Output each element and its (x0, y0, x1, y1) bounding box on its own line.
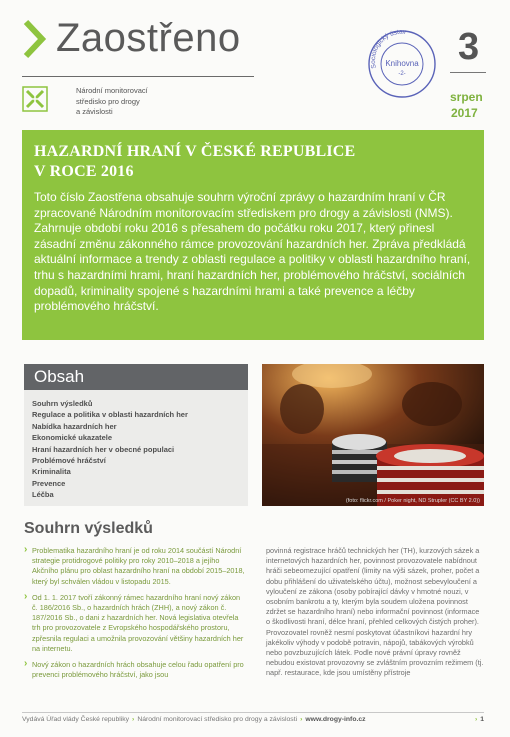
svg-text:Sociologický ústav: Sociologický ústav (369, 28, 407, 70)
chevron-icon: › (474, 716, 478, 723)
publication-title: Zaostřeno (56, 16, 241, 60)
summary-column-left (24, 546, 246, 686)
header-divider (22, 76, 254, 77)
toc-item[interactable]: Ekonomické ukazatele (32, 433, 113, 443)
organization (22, 86, 148, 118)
photo-credit: (foto: flickr.com / Poker night, ND Strupler (CC BY 2.0)) (345, 498, 480, 504)
lead-text: Toto číslo Zaostřena obsahuje souhrn výroční zprávy o hazardním hraní v ČR zpracované Národním monitorovacím střediskem pro drogy a závislosti (NMS). Zahrnuje období roku 2016 s přesahem do počátku roku 2017, který přinesl zásadní změnu zákonného rámce provozování hazardních her. Zpráva předkládá aktuální informace a trendy z oblasti regulace a politiky v oblasti hazardního hraní, trhu s hazardními hrami, hraní hazardních her, problémového hráčství, sociálních dopadů, kriminality spojené s hazardními hrami a také prevence a léčby problémového hráčství. (34, 190, 471, 314)
chevron-separator-icon: › (132, 716, 135, 723)
brand (22, 16, 241, 61)
toc-item[interactable]: Léčba (32, 490, 54, 500)
poker-photo (262, 364, 484, 506)
toc-item[interactable]: Hraní hazardních her v obecné populaci (32, 444, 175, 454)
chevron-logo-icon (22, 19, 48, 59)
toc-list (24, 390, 248, 501)
toc-item[interactable]: Nabídka hazardních her (32, 421, 117, 431)
organization-name: Národní monitorovací středisko pro drogy a závislosti (76, 86, 148, 116)
summary-bullet: › Od 1. 1. 2017 tvoří zákonný rámec hazardního hraní nový zákon č. 186/2016 Sb., o hazardních hrách (ZHH), a nový zákon č. 187/2016 Sb., o dani z hazardních her. Nová legislativa otevřela trh pro provozovatele z Evropského hospodářského prostoru, zpřesnila regulaci a umožnila provozování většiny hazardních her na internetu. (24, 593, 246, 654)
issue-divider (450, 72, 486, 73)
chevron-separator-icon: › (300, 716, 303, 723)
summary-bullet: › Nový zákon o hazardních hrách obsahuje celou řadu opatření pro prevenci problémového hráčství, jako jsou (24, 660, 246, 680)
monitoring-centre: Národní monitorovací středisko pro drogy a závislosti (137, 716, 298, 723)
page-number: › 1 (474, 716, 484, 723)
svg-text:Knihovna: Knihovna (385, 59, 419, 68)
summary-bullet: › Problematika hazardního hraní je od roku 2014 součástí Národní strategie protidrogové politiky pro roky 2010–2018 a jejího Akčního plánu pro oblast hazardního hraní na období 2015–2018, který byl schválen vládou v listopadu 2015. (24, 546, 246, 587)
nms-logo-icon (22, 86, 48, 112)
lead-box (22, 130, 484, 340)
svg-text:-2-: -2- (398, 71, 406, 77)
website-link[interactable]: www.drogy-info.cz (305, 716, 366, 723)
publisher: Vydává Úřad vlády České republiky (22, 716, 130, 723)
issue-year: 2017 (451, 106, 478, 120)
toc-item[interactable]: Kriminalita (32, 467, 71, 477)
poker-chips-image (262, 364, 484, 506)
issue-month: srpen (450, 90, 483, 104)
section-heading: Souhrn výsledků (24, 520, 153, 537)
toc-item[interactable]: Problémové hráčství (32, 456, 106, 466)
summary-paragraph: povinná registrace hráčů technických her (TH), kurzových sázek a internetových hazardních her, povinnost provozovatele nabídnout hráči sebeomezující opatření (limity na výši sázek, proher, počet a dobu přihlášení do uživatelského účtu), možnost sebevyloučení a vyloučení ze zákona (osoby pobírající dávky v hmotné nouzi, v osobním bankrotu a ty, kterým byla soudem uložena povinnost zdržet se hazardního hraní) nebo informační povinnost (informace o škodlivosti hraní, délce hraní, přehled celkových čistých proher). Provozovatel rovněž nesmí poskytovat účastníkovi hazardní hry jakékoliv výhody v podobě potravin, nápojů, tabákových výrobků nebo povzbuzujících látek. Podle nové právní úpravy rovněž nebudou existovat provozovny se zvláštním provozním režimem (tj. např. restaurace, kde jsou umístěny přístroje (266, 546, 484, 678)
table-of-contents (24, 364, 248, 506)
footer (22, 716, 484, 723)
footer-divider (22, 712, 484, 713)
toc-item[interactable]: Prevence (32, 478, 66, 488)
toc-item[interactable]: Souhrn výsledků (32, 399, 93, 408)
lead-title: HAZARDNÍ HRANÍ V ČESKÉ REPUBLICE V ROCE 2016 (34, 143, 356, 180)
toc-heading: Obsah (24, 364, 248, 390)
issue-number: 3 (458, 26, 480, 68)
library-stamp (366, 28, 438, 100)
toc-item[interactable]: Regulace a politika v oblasti hazardních her (32, 410, 188, 420)
summary-column-right (266, 546, 484, 679)
